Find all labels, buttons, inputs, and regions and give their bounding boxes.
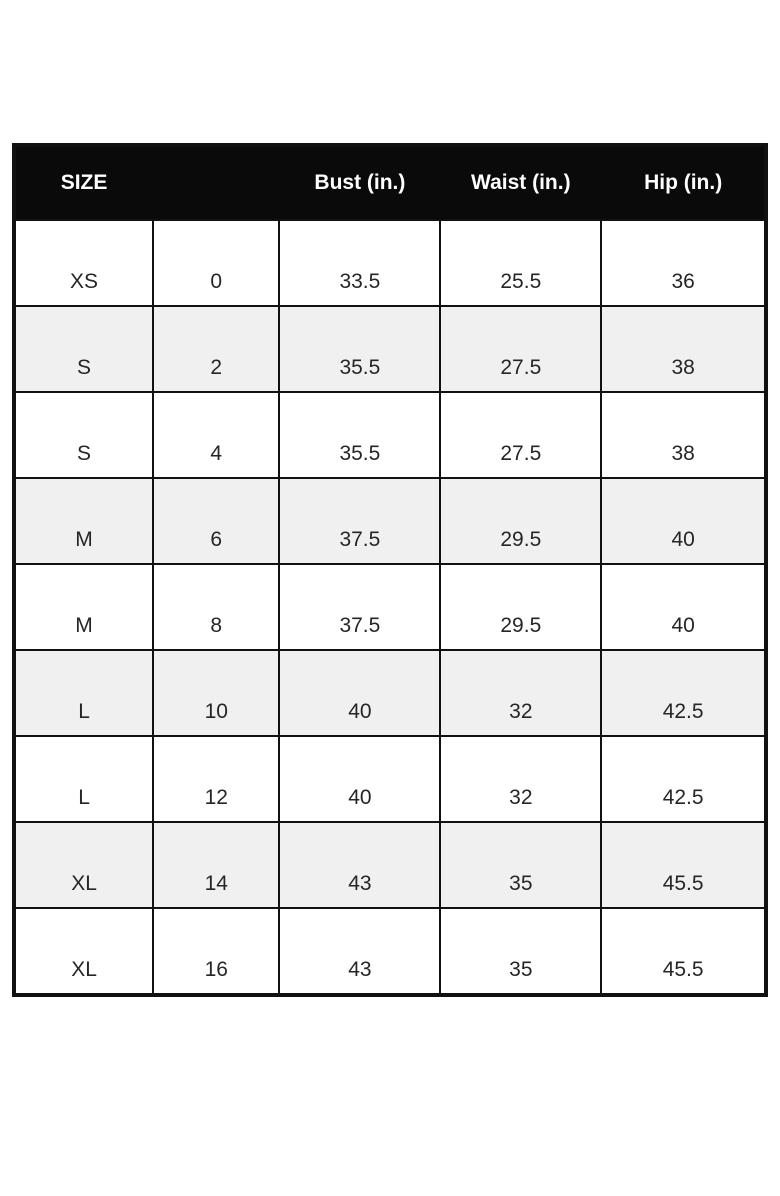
table-row: [14, 306, 766, 392]
header-cell-numeric-size: [153, 145, 279, 220]
waist-cell: 35: [440, 822, 601, 908]
table-row: [14, 564, 766, 650]
size-cell: M: [14, 564, 153, 650]
hip-cell: 45.5: [601, 822, 766, 908]
hip-cell: 45.5: [601, 908, 766, 995]
bust-cell: 37.5: [279, 564, 440, 650]
size-chart-table: [12, 143, 768, 997]
bust-cell: 35.5: [279, 306, 440, 392]
numeric-size-cell: 4: [153, 392, 279, 478]
hip-cell: 42.5: [601, 650, 766, 736]
table-row: [14, 478, 766, 564]
header-cell-hip: Hip (in.): [601, 145, 766, 220]
numeric-size-cell: 14: [153, 822, 279, 908]
bust-cell: 43: [279, 822, 440, 908]
table-row: [14, 822, 766, 908]
size-cell: L: [14, 650, 153, 736]
numeric-size-cell: 0: [153, 220, 279, 306]
numeric-size-cell: 8: [153, 564, 279, 650]
bust-cell: 40: [279, 736, 440, 822]
header-row: [14, 145, 766, 220]
waist-cell: 29.5: [440, 564, 601, 650]
waist-cell: 32: [440, 736, 601, 822]
hip-cell: 38: [601, 392, 766, 478]
hip-cell: 38: [601, 306, 766, 392]
numeric-size-cell: 2: [153, 306, 279, 392]
header-cell-waist: Waist (in.): [440, 145, 601, 220]
numeric-size-cell: 6: [153, 478, 279, 564]
hip-cell: 40: [601, 478, 766, 564]
size-cell: XL: [14, 908, 153, 995]
numeric-size-cell: 10: [153, 650, 279, 736]
numeric-size-cell: 16: [153, 908, 279, 995]
bust-cell: 40: [279, 650, 440, 736]
size-cell: XL: [14, 822, 153, 908]
bust-cell: 33.5: [279, 220, 440, 306]
bust-cell: 37.5: [279, 478, 440, 564]
size-cell: L: [14, 736, 153, 822]
table-row: [14, 650, 766, 736]
waist-cell: 27.5: [440, 392, 601, 478]
table-row: [14, 220, 766, 306]
header-cell-size: SIZE: [14, 145, 153, 220]
bust-cell: 35.5: [279, 392, 440, 478]
hip-cell: 36: [601, 220, 766, 306]
size-cell: M: [14, 478, 153, 564]
bust-cell: 43: [279, 908, 440, 995]
waist-cell: 27.5: [440, 306, 601, 392]
size-cell: XS: [14, 220, 153, 306]
waist-cell: 32: [440, 650, 601, 736]
header-cell-bust: Bust (in.): [279, 145, 440, 220]
numeric-size-cell: 12: [153, 736, 279, 822]
table-row: [14, 392, 766, 478]
table-row: [14, 736, 766, 822]
waist-cell: 35: [440, 908, 601, 995]
table-row: [14, 908, 766, 995]
size-cell: S: [14, 306, 153, 392]
waist-cell: 29.5: [440, 478, 601, 564]
size-cell: S: [14, 392, 153, 478]
hip-cell: 40: [601, 564, 766, 650]
waist-cell: 25.5: [440, 220, 601, 306]
hip-cell: 42.5: [601, 736, 766, 822]
